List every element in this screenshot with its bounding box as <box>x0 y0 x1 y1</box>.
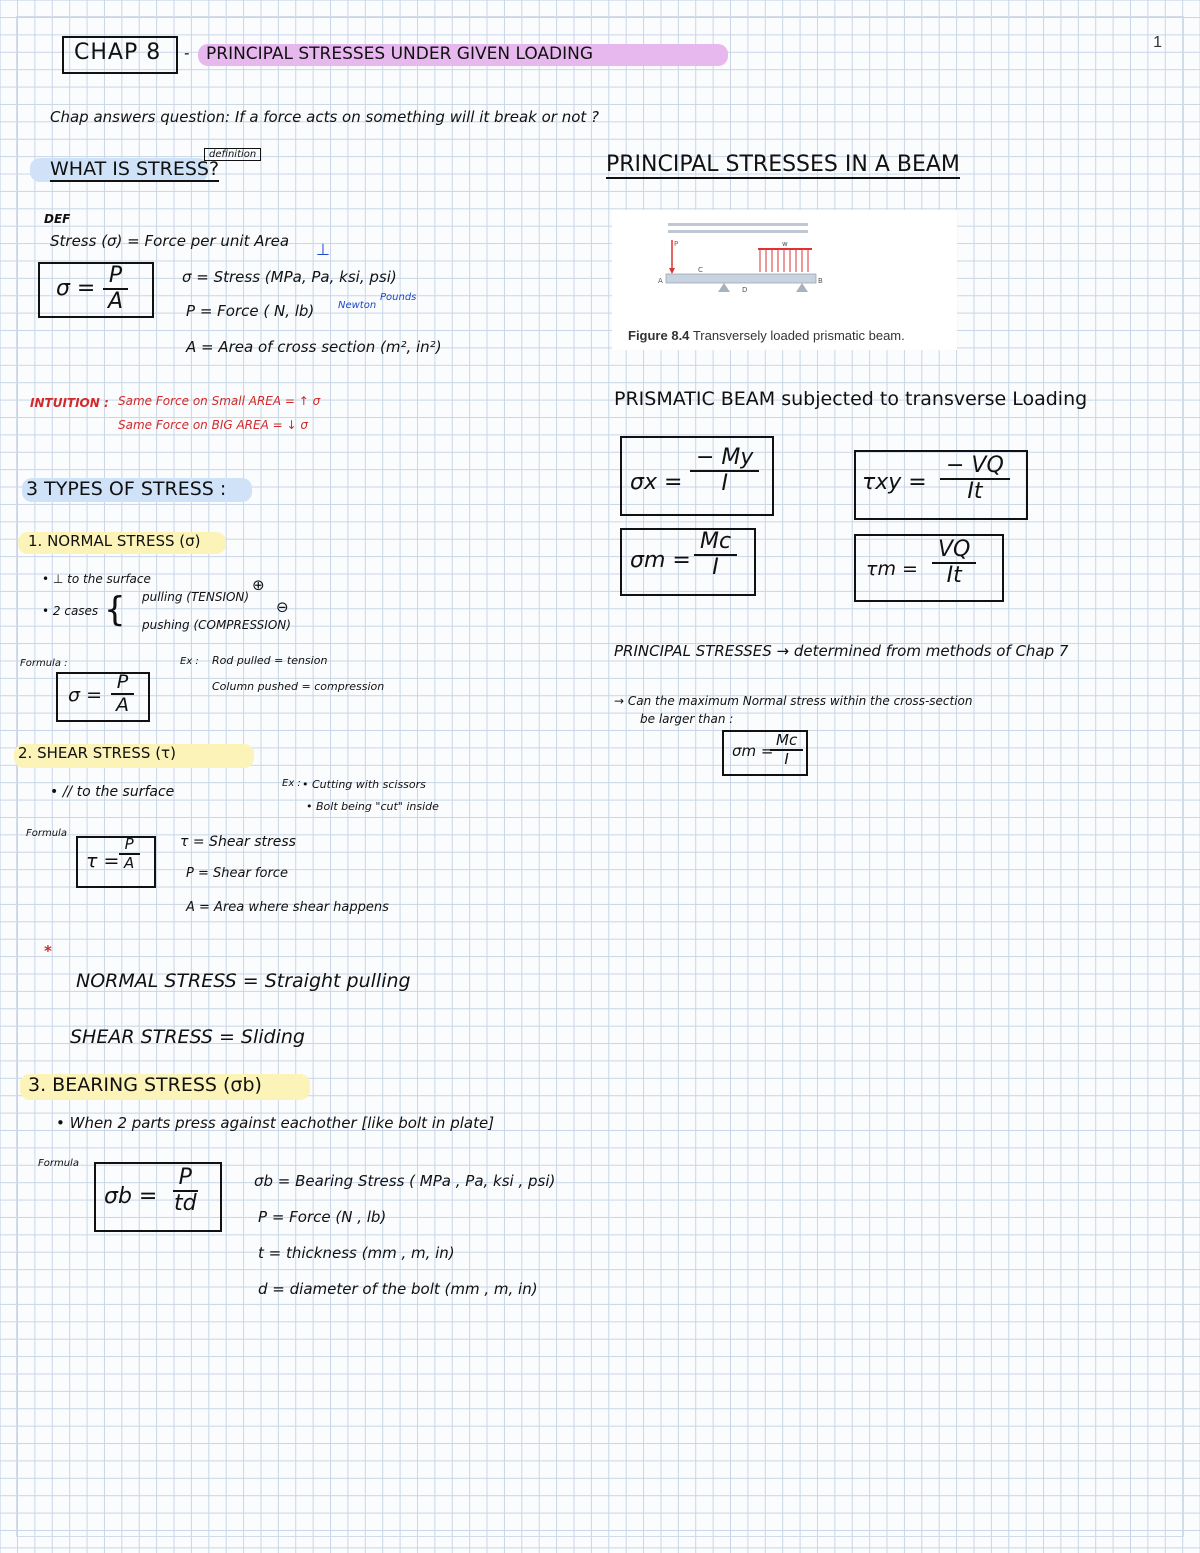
fig-label-C: C <box>698 266 703 274</box>
figure-caption-number: Figure 8.4 <box>628 328 690 343</box>
fig-label-P: P <box>674 240 679 248</box>
intuition-line-1: Same Force on Small AREA = ↑ σ <box>118 394 321 408</box>
stress-formula-lhs: σ = <box>56 276 96 301</box>
def-label: DEF <box>44 212 71 226</box>
fig-label-B: B <box>818 277 823 285</box>
shear-formula-fraction <box>118 836 140 871</box>
shear-formula-lhs: τ = <box>86 850 120 872</box>
chapter-label: CHAP 8 <box>74 40 162 65</box>
bearing-bullet-1: • When 2 parts press against eachother [like bolt in plate] <box>56 1114 495 1132</box>
sigma-m-small-lhs: σm = <box>732 742 774 760</box>
support-D <box>796 283 808 292</box>
intuition-label: INTUITION : <box>30 396 109 410</box>
support-C <box>718 283 730 292</box>
bearing-formula-fraction <box>168 1166 203 1216</box>
sigma-x-num: − My <box>690 446 759 472</box>
sigma-x-fraction <box>690 446 759 496</box>
bearing-var-3: t = thickness (mm , m, in) <box>258 1244 455 1262</box>
bearing-heading: 3. BEARING STRESS (σb) <box>28 1074 262 1096</box>
sigma-m-lhs: σm = <box>630 548 691 573</box>
what-is-stress-heading: WHAT IS STRESS? <box>50 158 220 180</box>
normal-example-1: Rod pulled = tension <box>212 654 328 667</box>
intuition-line-2: Same Force on BIG AREA = ↓ σ <box>118 418 308 432</box>
case-push: pushing (COMPRESSION) <box>142 618 291 632</box>
blue-note-perp: ⊥ <box>316 240 330 259</box>
fig-text-line-2 <box>668 230 808 233</box>
point-load-arrowhead <box>669 268 675 274</box>
chapter-topic: PRINCIPAL STRESSES UNDER GIVEN LOADING <box>206 44 594 64</box>
fig-text-line-1 <box>668 223 808 226</box>
fig-label-A: A <box>658 277 663 285</box>
figure-caption-text: Transversely loaded prismatic beam. <box>692 328 905 343</box>
case-pull: pulling (TENSION) <box>142 590 250 604</box>
principal-stresses-text: PRINCIPAL STRESSES → determined from methods of Chap 7 <box>614 642 1069 660</box>
sigma-m-small-num: Mc <box>770 732 803 751</box>
shear-formula-label: Formula <box>26 828 67 839</box>
compare-normal: NORMAL STRESS = Straight pulling <box>76 970 411 992</box>
stress-definition: Stress (σ) = Force per unit Area <box>50 232 290 250</box>
page-number: 1 <box>1153 34 1162 51</box>
star-mark: * <box>44 942 52 960</box>
sigma-m-den: I <box>712 555 719 581</box>
normal-ex-label: Ex : <box>180 656 199 667</box>
shear-var-1: τ = Shear stress <box>180 834 296 850</box>
stress-formula-den: A <box>108 289 124 315</box>
fig-label-D: D <box>742 286 748 294</box>
figure-caption <box>628 328 905 343</box>
sigma-m-small-den: I <box>784 749 789 768</box>
normal-cases-label: • 2 cases <box>42 604 99 618</box>
cases-brace: { <box>104 590 126 630</box>
tau-xy-fraction <box>940 454 1010 504</box>
definition-tag: definition <box>204 148 261 161</box>
fig-label-w: w <box>782 240 788 248</box>
bearing-formula-den: td <box>174 1191 197 1217</box>
bearing-var-1: σb = Bearing Stress ( MPa , Pa, ksi , psi) <box>254 1172 556 1190</box>
intro-text: Chap answers question: If a force acts on something will it break or not ? <box>50 108 600 126</box>
shear-bullet-1: • // to the surface <box>50 784 175 800</box>
blue-note-newton: Newton <box>338 300 377 311</box>
plus-sign: ⊕ <box>252 576 265 594</box>
stress-var-3: A = Area of cross section (m², in²) <box>186 338 442 356</box>
normal-example-2: Column pushed = compression <box>212 680 385 693</box>
normal-formula-fraction <box>110 672 135 716</box>
shear-example-1: • Cutting with scissors <box>302 778 426 791</box>
blue-note-pounds: Pounds <box>380 292 417 303</box>
prismatic-text: PRISMATIC BEAM subjected to transverse Loading <box>614 388 1088 410</box>
sigma-x-den: I <box>721 471 728 497</box>
bearing-var-4: d = diameter of the bolt (mm , m, in) <box>258 1280 538 1298</box>
normal-formula-den: A <box>116 693 129 716</box>
normal-formula-lhs: σ = <box>68 684 103 706</box>
minus-sign: ⊖ <box>276 598 289 616</box>
compare-shear: SHEAR STRESS = Sliding <box>70 1026 305 1048</box>
tau-m-num: VQ <box>932 538 976 564</box>
tau-xy-den: It <box>967 479 983 505</box>
shear-formula-num: P <box>119 836 140 855</box>
note-line-2: be larger than : <box>640 712 734 726</box>
sigma-m-num: Mc <box>694 530 737 556</box>
note-line-1: → Can the maximum Normal stress within the cross-section <box>614 694 973 708</box>
normal-bullet-1: • ⊥ to the surface <box>42 572 151 586</box>
bearing-var-2: P = Force (N , lb) <box>258 1208 387 1226</box>
normal-formula-num: P <box>111 672 134 695</box>
distributed-load-bar <box>758 248 812 250</box>
shear-var-2: P = Shear force <box>186 866 288 881</box>
bearing-formula-label: Formula <box>38 1158 79 1169</box>
shear-example-2: • Bolt being "cut" inside <box>306 800 439 813</box>
types-heading: 3 TYPES OF STRESS : <box>26 478 227 500</box>
title-dash: - <box>184 44 190 62</box>
tau-xy-lhs: τxy = <box>862 470 927 495</box>
stress-formula-num: P <box>103 264 128 290</box>
sigma-x-lhs: σx = <box>630 470 683 495</box>
stress-var-1: σ = Stress (MPa, Pa, ksi, psi) <box>182 268 397 286</box>
bearing-formula-num: P <box>173 1166 198 1192</box>
tau-xy-num: − VQ <box>940 454 1010 480</box>
normal-heading: 1. NORMAL STRESS (σ) <box>28 532 201 550</box>
beam-heading: PRINCIPAL STRESSES IN A BEAM <box>606 152 960 177</box>
tau-m-fraction <box>932 538 976 588</box>
tau-m-den: It <box>946 563 962 589</box>
stress-formula-fraction <box>102 264 129 314</box>
distributed-load-arrows <box>760 250 808 272</box>
sigma-m-small-fraction <box>770 732 803 767</box>
sigma-m-fraction <box>694 530 737 580</box>
normal-formula-label: Formula : <box>20 658 68 669</box>
shear-var-3: A = Area where shear happens <box>186 900 389 915</box>
shear-ex-label: Ex : <box>282 778 301 789</box>
tau-m-lhs: τm = <box>866 558 918 580</box>
shear-formula-den: A <box>124 853 135 872</box>
shear-heading: 2. SHEAR STRESS (τ) <box>18 744 176 762</box>
stress-var-2: P = Force ( N, lb) <box>186 302 315 320</box>
bearing-formula-lhs: σb = <box>104 1184 158 1209</box>
beam-body <box>666 274 816 283</box>
